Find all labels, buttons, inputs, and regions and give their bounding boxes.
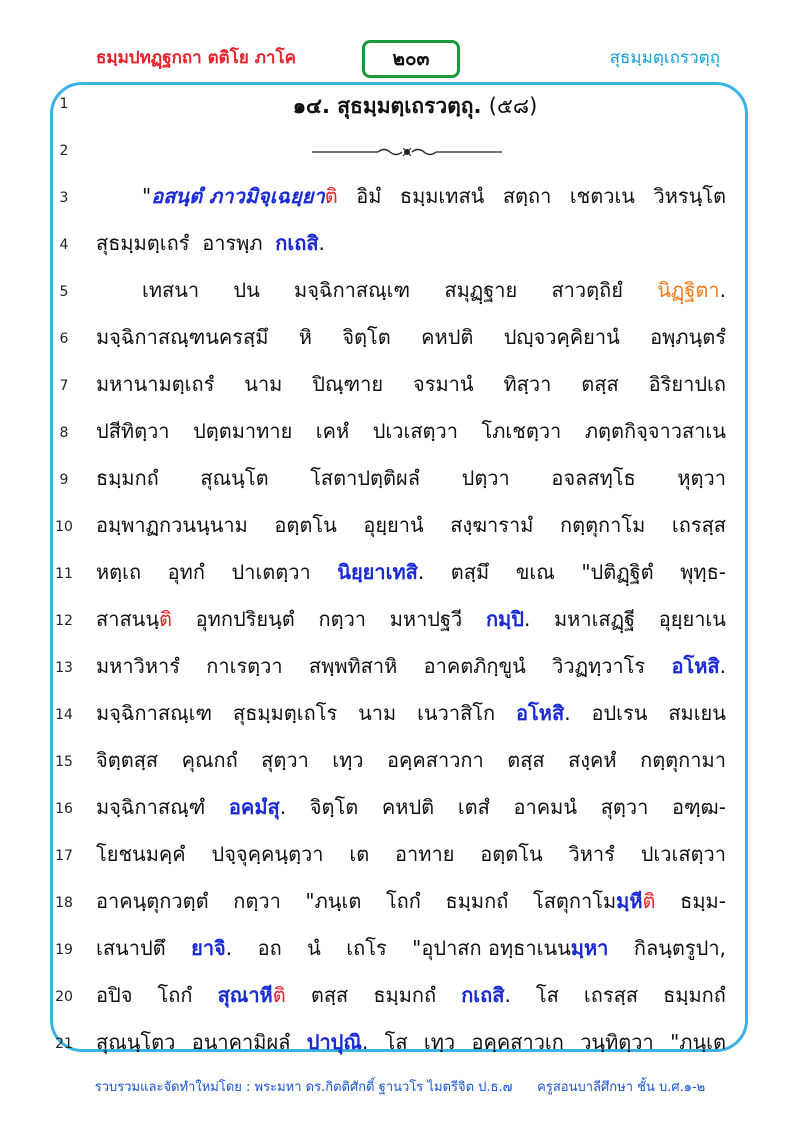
text-line-18: อาคนฺตุกวตฺตํ กตฺวา "ภนฺเต โถกํ ธมฺมกถํ โสตุกาโมมฺหีติ ธมฺม-	[96, 889, 726, 913]
line-number: 11	[55, 566, 73, 582]
line-number: 21	[55, 1036, 73, 1052]
highlight-stanza: อสนฺตํ ภาวมิจฺเฉยฺยา	[151, 184, 325, 208]
line-number: 17	[55, 848, 73, 864]
text-line-11: หตฺเถ อุทกํ ปาเตตฺวา นิยฺยาเทสิ. ตสฺมึ ขเณ "ปติฏฺฐิตํ พุทฺธ-	[96, 560, 726, 584]
highlight-verb: นิยฺยาเทสิ	[337, 560, 418, 584]
text-line-5: เทสนา ปน มจฺฉิกาสณฺเฑ สมุฏฺฐาย สาวตฺถิยํ นิฏฺฐิตา.	[142, 278, 726, 302]
text-line-9: ธมฺมกถํ สุณนฺโต โสตาปตฺติผลํ ปตฺวา อจลสทฺโธ หุตฺวา	[96, 466, 726, 490]
footer-credit: รวบรวมและจัดทำใหม่โดย : พระมหา ดร.กิตติศักดิ์ ฐานวโร ไมตรีจิต ป.ธ.๗	[94, 1080, 513, 1095]
text-line-14: มจฺฉิกาสณฺเฑ สุธมฺมตฺเถโร นาม เนวาสิโก อโหสิ. อปเรน สมเยน	[96, 701, 726, 725]
highlight-verb: อโหสิ	[516, 701, 565, 725]
line-number: 1	[59, 96, 69, 112]
highlight-verb: มฺหา	[570, 936, 609, 960]
text-line-10: อมฺพาฏกวนนฺนาม อตฺตโน อุยฺยานํ สงฺฆารามํ กตฺตุกาโม เถรสฺส	[96, 513, 726, 537]
text-line-15: จิตฺตสฺส คุณกถํ สุตฺวา เทฺว อคฺคสาวกา ตสฺส สงฺคหํ กตฺตุกามา	[96, 748, 726, 772]
story-heading-main: ๑๔. สุธมฺมตฺเถรวตฺถุ.	[292, 94, 482, 118]
text-line-21: สุณนฺโตว อนาคามิผลํ ปาปุณิ. โส เทฺว อคฺคสาวเก วนฺทิตฺวา "ภนฺเต	[96, 1030, 726, 1054]
text-line-13: มหาวิหารํ กาเรตฺวา สพฺพทิสาหิ อาคตภิกฺขูนํ วิวฏทฺวาโร อโหสิ.	[96, 654, 726, 678]
line-number: 7	[59, 378, 69, 394]
page-footer	[0, 1076, 800, 1097]
line-number: 15	[55, 754, 73, 770]
highlight-verb: กเถสิ	[275, 231, 319, 255]
story-heading	[100, 90, 730, 123]
line-number: 3	[59, 190, 69, 206]
text-line-6: มจฺฉิกาสณฺฑนครสฺมึ หิ จิตฺโต คหปติ ปญฺจวคฺคิยานํ อพฺภนฺตรํ	[96, 325, 726, 349]
header-story-title: สุธมฺมตฺเถรวตฺถุ	[609, 48, 720, 68]
header-book-title: ธมฺมปทฏฺฐกถา ตติโย ภาโค	[96, 48, 296, 68]
line-number: 20	[55, 989, 73, 1005]
highlight-verb: กเถสิ	[461, 983, 505, 1007]
line-number: 5	[59, 284, 69, 300]
text-line-17: โยชนมคฺคํ ปจฺจุคฺคนฺตฺวา เต อาทาย อตฺตโน วิหารํ ปเวเสตฺวา	[96, 842, 726, 866]
highlight-verb: อคมํสุ	[228, 795, 280, 819]
text-line-12: สาสนนฺติ อุทกปริยนฺตํ กตฺวา มหาปฐวี กมฺปิ. มหาเสฏฺฐี อุยฺยาเน	[96, 607, 726, 631]
line-number: 10	[55, 519, 73, 535]
highlight-verb: นิฏฺฐิตา	[657, 278, 720, 302]
text-line-19: เสนาปตึ ยาจิ. อถ นํ เถโร "อุปาสก อทฺธาเนนมฺหา กิลนฺตรูปา,	[96, 936, 726, 960]
highlight-verb: อโหสิ	[671, 654, 720, 678]
highlight-verb: กมฺปิ	[485, 607, 524, 631]
footer-course: ครูสอนบาลีศึกษา ชั้น บ.ศ.๑-๒	[537, 1080, 706, 1095]
line-number: 13	[55, 660, 73, 676]
text-line-3: "อสนฺตํ ภาวมิจฺเฉยฺยาติ อิมํ ธมฺมเทสนํ สตฺถา เชตวเน วิหรนฺโต	[142, 184, 726, 208]
highlight-verb: ยาจิ	[191, 936, 226, 960]
story-heading-number: (๕๘)	[488, 94, 538, 118]
text-line-7: มหานามตฺเถรํ นาม ปิณฺฑาย จรมานํ ทิสฺวา ตสฺส อิริยาปเถ	[96, 372, 726, 396]
text-line-16: มจฺฉิกาสณฺฑํ อคมํสุ. จิตฺโต คหปติ เตสํ อาคมนํ สุตฺวา อฑฺฒ-	[96, 795, 726, 819]
text-line-20: อปิจ โถกํ สุณาหีติ ตสฺส ธมฺมกถํ กเถสิ. โส เถรสฺส ธมฺมกถํ	[96, 983, 726, 1007]
highlight-verb: สุณาหี	[217, 983, 273, 1007]
line-number: 14	[55, 707, 73, 723]
line-number: 2	[59, 143, 69, 159]
highlight-verb: ปาปุณิ	[306, 1030, 362, 1054]
line-number: 18	[55, 895, 73, 911]
line-number: 8	[59, 425, 69, 441]
line-number: 16	[55, 801, 73, 817]
line-number: 19	[55, 942, 73, 958]
line-number: 9	[59, 472, 69, 488]
ornament-divider-icon	[312, 146, 502, 158]
text-line-8: ปสีทิตฺวา ปตฺตมาทาย เคหํ ปเวเสตฺวา โภเชตฺวา ภตฺตกิจฺจาวสาเน	[96, 419, 726, 443]
text-line-4: สุธมฺมตฺเถรํ อารพฺภ กเถสิ.	[96, 231, 325, 255]
highlight-verb: มฺหี	[616, 889, 643, 913]
line-number: 4	[59, 237, 69, 253]
line-number: 12	[55, 613, 73, 629]
page-number: ๒๐๓	[362, 40, 460, 78]
line-number: 6	[59, 331, 69, 347]
